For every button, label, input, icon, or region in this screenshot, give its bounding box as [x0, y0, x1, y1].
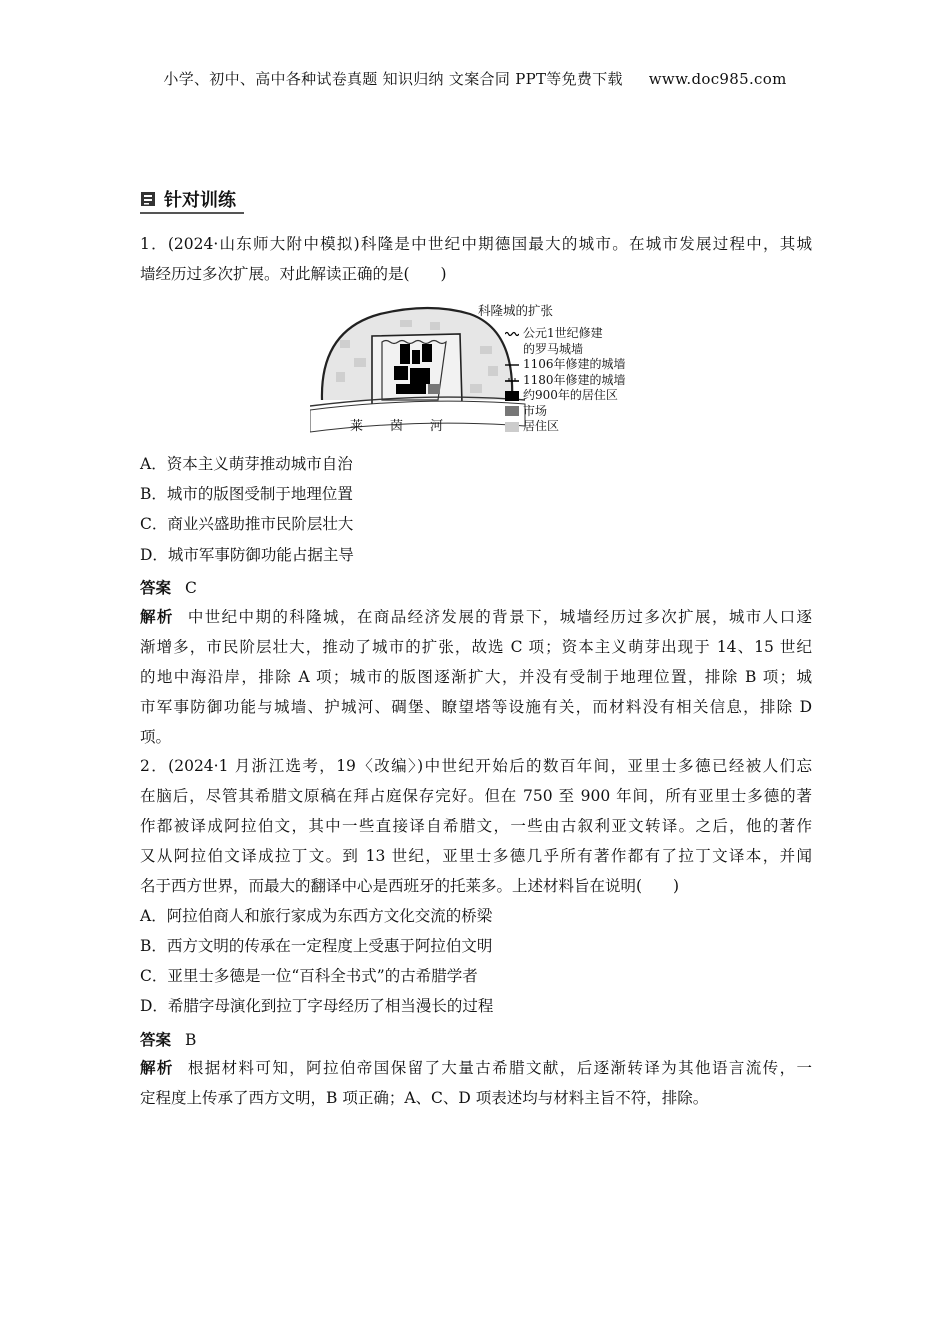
- q2-stem-line-3: 作都被译成阿拉伯文，其中一些直接译自希腊文，一些由古叙利亚文转译。之后，他的著作: [140, 817, 812, 835]
- analysis-label: 解析: [140, 607, 174, 626]
- q1-stem-line-1: 1．(2024·山东师大附中模拟)科隆是中世纪中期德国最大的城市。在城市发展过程中，其城: [140, 235, 812, 253]
- q2-stem-line-5: 名于西方世界，而最大的翻译中心是西班牙的托莱多。上述材料旨在说明( ): [140, 877, 680, 895]
- q1-stem-line-2: 墙经历过多次扩展。对此解读正确的是( ): [140, 265, 447, 283]
- legend-item: 居住区: [505, 419, 626, 435]
- q2-analysis-line-2: 定程度上传承了西方文明，B 项正确；A、C、D 项表述均与材料主旨不符，排除。: [140, 1089, 709, 1107]
- map-title: 科隆城的扩张: [478, 303, 554, 318]
- q1-analysis-line-5: 项。: [140, 728, 172, 746]
- map-legend: [505, 326, 626, 435]
- legend-item: 市场: [505, 404, 626, 420]
- q2-stem-line-2: 在脑后，尽管其希腊文原稿在拜占庭保存完好。但在 750 至 900 年间，所有亚里士多德的著: [140, 787, 812, 805]
- document-icon: [140, 191, 156, 207]
- q2-option-a: A．阿拉伯商人和旅行家成为东西方文化交流的桥梁: [140, 907, 493, 925]
- river-label-char: 河: [430, 419, 444, 434]
- q1-option-d: D．城市军事防御功能占据主导: [140, 546, 354, 564]
- answer-value: C: [185, 579, 197, 597]
- section-title: [140, 186, 244, 214]
- legend-item: 1180年修建的城墙: [523, 372, 626, 387]
- legend-item: 的罗马城墙: [523, 341, 584, 356]
- q1-option-b: B．城市的版图受制于地理位置: [140, 485, 353, 503]
- q1-answer: [140, 576, 197, 598]
- q2-analysis-line-1: 解析 根据材料可知，阿拉伯帝国保留了大量古希腊文献，后逐渐转译为其他语言流传，一: [140, 1058, 812, 1077]
- q2-stem-line-4: 又从阿拉伯文译成拉丁文。到 13 世纪，亚里士多德几乎所有著作都有了拉丁文译本，并闻: [140, 847, 812, 865]
- river-label-char: 莱: [350, 419, 364, 434]
- section-title-text: 针对训练: [164, 190, 236, 211]
- q2-option-d: D．希腊字母演化到拉丁字母经历了相当漫长的过程: [140, 997, 494, 1015]
- q2-option-b: B．西方文明的传承在一定程度上受惠于阿拉伯文明: [140, 937, 493, 955]
- page-header: [0, 68, 950, 89]
- q1-analysis-line-4: 市军事防御功能与城墙、护城河、碉堡、瞭望塔等设施有关，而材料没有相关信息，排除 D: [140, 698, 812, 716]
- header-url[interactable]: www.doc985.com: [648, 70, 787, 88]
- river-label-char: 茵: [390, 419, 404, 434]
- header-text: 小学、初中、高中各种试卷真题 知识归纳 文案合同 PPT等免费下载: [163, 70, 623, 88]
- answer-label: 答案: [140, 1030, 172, 1049]
- legend-item: 约900年的居住区: [505, 388, 626, 404]
- q2-stem-line-1: 2．(2024·1 月浙江选考，19〈改编〉)中世纪开始后的数百年间，亚里士多德已经被人们忘: [140, 757, 812, 775]
- legend-item: 1106年修建的城墙: [523, 357, 626, 371]
- q1-analysis-line-1: 解析 中世纪中期的科隆城，在商品经济发展的背景下，城墙经历过多次扩展，城市人口逐: [140, 607, 812, 626]
- q2-option-c: C．亚里士多德是一位“百科全书式”的古希腊学者: [140, 967, 478, 985]
- q1-analysis-line-3: 的地中海沿岸，排除 A 项；城市的版图逐渐扩大，并没有受制于地理位置，排除 B 项；城: [140, 668, 812, 686]
- analysis-label: 解析: [140, 1058, 174, 1077]
- legend-item: 公元1世纪修建: [505, 326, 626, 342]
- q2-answer: [140, 1028, 196, 1050]
- q1-analysis-line-2: 渐增多，市民阶层壮大，推动了城市的扩张，故选 C 项；资本主义萌芽出现于 14、15 世纪: [140, 638, 812, 656]
- answer-label: 答案: [140, 578, 172, 597]
- q1-option-c: C．商业兴盛助推市民阶层壮大: [140, 515, 354, 533]
- q1-option-a: A．资本主义萌芽推动城市自治: [140, 455, 353, 473]
- answer-value: B: [185, 1031, 197, 1049]
